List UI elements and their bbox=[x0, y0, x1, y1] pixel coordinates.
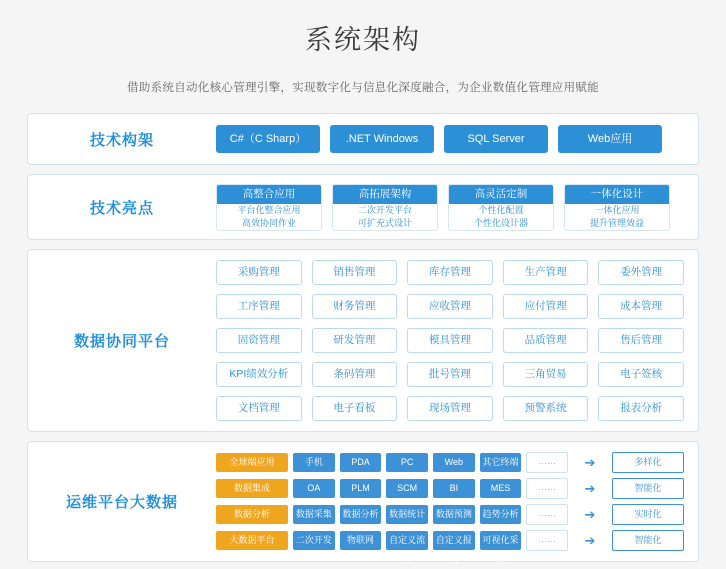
bigdata-cell[interactable]: 物联网 bbox=[340, 531, 382, 550]
bigdata-more-cell[interactable]: …… bbox=[526, 478, 568, 499]
module-cell[interactable]: 生产管理 bbox=[503, 260, 589, 285]
module-cell[interactable]: 文档管理 bbox=[216, 396, 302, 421]
bigdata-more-cell[interactable]: …… bbox=[526, 504, 568, 525]
bigdata-cell[interactable]: OA bbox=[293, 479, 335, 498]
bigdata-cell[interactable]: 自定义报表 bbox=[433, 531, 475, 550]
arrow-icon: ➔ bbox=[584, 481, 596, 496]
bigdata-tag[interactable]: 数据集成 bbox=[216, 479, 288, 498]
module-cell[interactable]: 电子看板 bbox=[312, 396, 398, 421]
bigdata-output[interactable]: 智能化 bbox=[612, 478, 684, 499]
bigdata-cell[interactable]: 手机 bbox=[293, 453, 335, 472]
highlight-card[interactable] bbox=[216, 184, 322, 231]
bigdata-more-cell[interactable]: …… bbox=[526, 530, 568, 551]
module-cell[interactable]: 批号管理 bbox=[407, 362, 493, 387]
section-label-bigdata: 运维平台大数据 bbox=[65, 494, 178, 511]
module-cell[interactable]: 售后管理 bbox=[598, 328, 684, 353]
bigdata-output[interactable]: 多样化 bbox=[612, 452, 684, 473]
bigdata-cell[interactable]: PLM bbox=[340, 479, 382, 498]
module-cell[interactable]: 预警系统 bbox=[503, 396, 589, 421]
bigdata-tag[interactable]: 大数据平台 bbox=[216, 531, 288, 550]
highlight-card-line: 二次开发平台 bbox=[357, 204, 412, 215]
module-cell[interactable]: 固资管理 bbox=[216, 328, 302, 353]
bigdata-cell[interactable]: 数据分析 bbox=[340, 505, 382, 524]
module-cell[interactable]: 报表分析 bbox=[598, 396, 684, 421]
module-cell[interactable]: 三角贸易 bbox=[503, 362, 589, 387]
highlight-card[interactable] bbox=[448, 184, 554, 231]
bigdata-output[interactable]: 实时化 bbox=[612, 504, 684, 525]
data-platform-grid bbox=[216, 260, 684, 421]
bigdata-cell[interactable]: 数据预测 bbox=[433, 505, 475, 524]
highlight-card-line: 一体化应用 bbox=[594, 204, 640, 215]
module-cell[interactable]: 电子签核 bbox=[598, 362, 684, 387]
highlight-card-line: 可扩充式设计 bbox=[357, 217, 412, 228]
chip-item[interactable]: SQL Server bbox=[444, 125, 548, 153]
section-label-data-platform: 数据协同平台 bbox=[73, 333, 170, 350]
arrow-icon: ➔ bbox=[584, 455, 596, 470]
section-bigdata bbox=[27, 441, 699, 562]
module-cell[interactable]: 条码管理 bbox=[312, 362, 398, 387]
bigdata-more-cell[interactable]: …… bbox=[526, 452, 568, 473]
highlight-card-head: 一体化设计 bbox=[565, 185, 669, 204]
highlight-card-head: 高整合应用 bbox=[217, 185, 321, 204]
highlight-card[interactable] bbox=[332, 184, 438, 231]
bigdata-tag[interactable]: 数据分析 bbox=[216, 505, 288, 524]
bigdata-cell[interactable]: BI bbox=[433, 479, 475, 498]
arrow-icon: ➔ bbox=[584, 533, 596, 548]
bigdata-tag[interactable]: 全球端应用 bbox=[216, 453, 288, 472]
module-cell[interactable]: KPI绩效分析 bbox=[216, 362, 302, 387]
module-cell[interactable]: 工序管理 bbox=[216, 294, 302, 319]
bigdata-cell[interactable]: MES bbox=[480, 479, 522, 498]
chip-item[interactable]: Web应用 bbox=[558, 125, 662, 153]
highlight-card-line: 提升管理效益 bbox=[589, 217, 644, 228]
module-cell[interactable]: 应付管理 bbox=[503, 294, 589, 319]
bigdata-grid bbox=[216, 452, 684, 564]
bigdata-cell[interactable]: 数据采集 bbox=[293, 505, 335, 524]
module-cell[interactable]: 库存管理 bbox=[407, 260, 493, 285]
highlight-card-line: 个性化设计器 bbox=[473, 217, 528, 228]
module-cell[interactable]: 模具管理 bbox=[407, 328, 493, 353]
chip-item[interactable]: C#（C Sharp） bbox=[216, 125, 320, 153]
bigdata-cell[interactable]: 趋势分析 bbox=[480, 505, 522, 524]
module-cell[interactable]: 品质管理 bbox=[503, 328, 589, 353]
highlight-card-line: 平台化整合应用 bbox=[237, 204, 301, 215]
bigdata-cell[interactable]: 二次开发 bbox=[293, 531, 335, 550]
module-cell[interactable]: 采购管理 bbox=[216, 260, 302, 285]
bigdata-body bbox=[216, 442, 698, 564]
module-cell[interactable]: 财务管理 bbox=[312, 294, 398, 319]
section-label-tech-framework: 技术构架 bbox=[89, 131, 154, 149]
data-platform-body bbox=[216, 250, 698, 431]
highlight-card-head: 高灵活定制 bbox=[449, 185, 553, 204]
rows-container bbox=[27, 113, 699, 562]
bigdata-cell[interactable]: PDA bbox=[340, 453, 382, 472]
module-cell[interactable]: 成本管理 bbox=[598, 294, 684, 319]
bigdata-cell[interactable]: SCM bbox=[386, 479, 428, 498]
page-subtitle: 借助系统自动化核心管理引擎，实现数字化与信息化深度融合，为企业数值化管理应用赋能 bbox=[127, 82, 599, 94]
module-cell[interactable]: 销售管理 bbox=[312, 260, 398, 285]
section-data-platform bbox=[27, 249, 699, 432]
section-tech-highlights bbox=[27, 174, 699, 240]
highlight-card-head: 高拓展架构 bbox=[333, 185, 437, 204]
tech-framework-body bbox=[216, 115, 698, 163]
module-cell[interactable]: 研发管理 bbox=[312, 328, 398, 353]
bigdata-cell[interactable]: 自定义流程 bbox=[386, 531, 428, 550]
module-cell[interactable]: 委外管理 bbox=[598, 260, 684, 285]
bigdata-cell[interactable]: 可视化采集 bbox=[480, 531, 522, 550]
bigdata-cell[interactable]: 数据统计 bbox=[386, 505, 428, 524]
bigdata-cell[interactable]: PC bbox=[386, 453, 428, 472]
module-cell[interactable]: 现场管理 bbox=[407, 396, 493, 421]
bigdata-output[interactable]: 智能化 bbox=[612, 530, 684, 551]
highlight-card-line: 高效协同作业 bbox=[241, 217, 296, 228]
arrow-icon: ➔ bbox=[584, 507, 596, 522]
section-label-tech-highlights: 技术亮点 bbox=[89, 199, 154, 217]
page-title: 系统架构 bbox=[305, 25, 421, 55]
bigdata-cell[interactable]: 其它终端 bbox=[480, 453, 522, 472]
section-tech-framework bbox=[27, 113, 699, 165]
module-cell[interactable]: 应收管理 bbox=[407, 294, 493, 319]
tech-highlights-body bbox=[216, 174, 698, 241]
chip-item[interactable]: .NET Windows bbox=[330, 125, 434, 153]
highlight-card-line: 个性化配置 bbox=[478, 204, 524, 215]
bigdata-cell[interactable]: Web bbox=[433, 453, 475, 472]
tech-framework-chips bbox=[216, 125, 684, 153]
tech-highlight-cards bbox=[216, 184, 684, 231]
highlight-card[interactable] bbox=[564, 184, 670, 231]
